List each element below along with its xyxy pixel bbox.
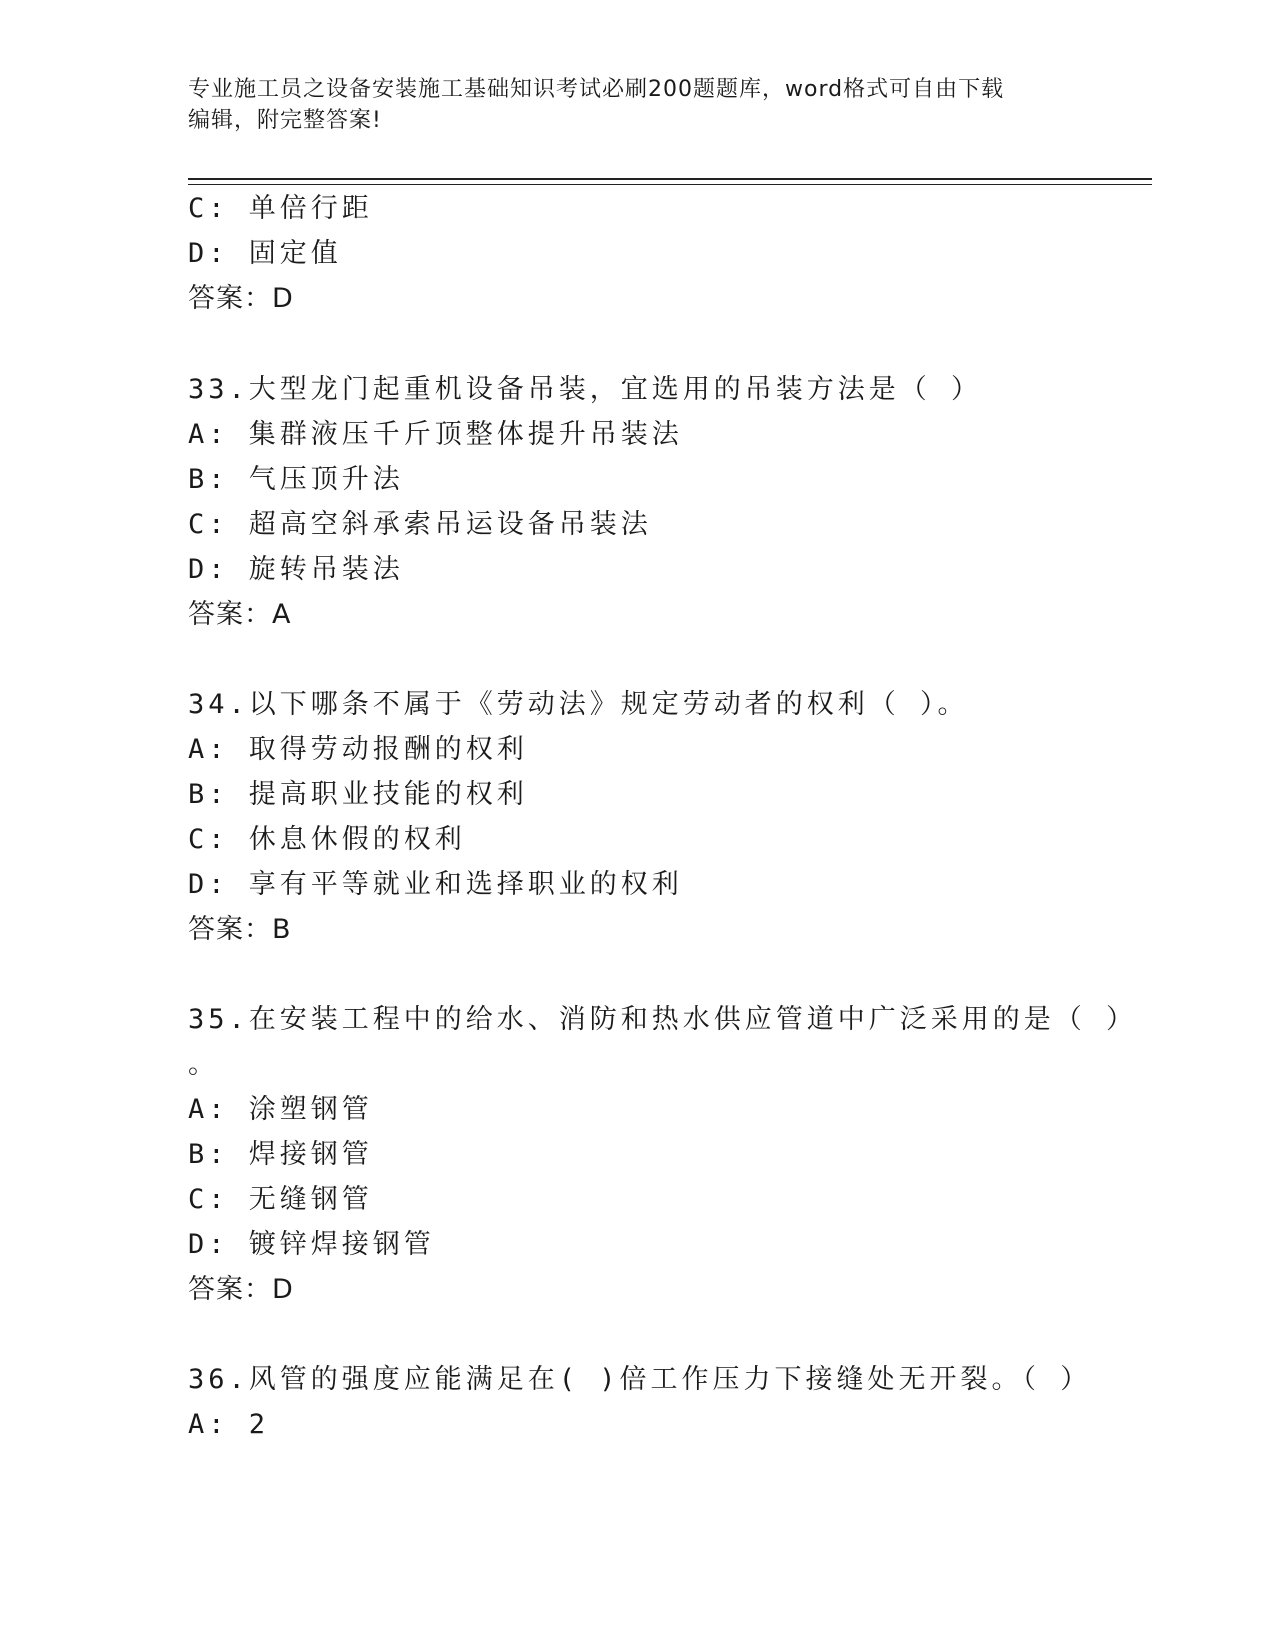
header-rule-thin (188, 184, 1152, 185)
q34-option-b: B: 提高职业技能的权利 (188, 779, 528, 810)
q35-option-c: C: 无缝钢管 (188, 1184, 373, 1215)
q33-option-c: C: 超高空斜承索吊运设备吊装法 (188, 509, 652, 540)
q34-option-a: A: 取得劳动报酬的权利 (188, 734, 528, 765)
q34-question: 34.以下哪条不属于《劳动法》规定劳动者的权利（ ）。 (188, 689, 969, 720)
q33-question: 33.大型龙门起重机设备吊装，宜选用的吊装方法是（ ） (188, 374, 983, 405)
document-header (188, 74, 1068, 136)
q36-option-a: A: 2 (188, 1409, 270, 1440)
q34-answer: 答案：B (188, 914, 292, 945)
q34-option-c: C: 休息休假的权利 (188, 824, 466, 855)
q35-answer: 答案：D (188, 1274, 294, 1305)
q35-question: 35.在安装工程中的给水、消防和热水供应管道中广泛采用的是（ ） (188, 1004, 1138, 1035)
q32-answer: 答案：D (188, 283, 294, 314)
header-line-1: 专业施工员之设备安装施工基础知识考试必刷200题题库，word格式可自由下载 (188, 77, 1005, 102)
q35-question-continuation: 。 (188, 1049, 219, 1080)
header-line-2: 编辑，附完整答案! (188, 108, 382, 133)
q32-option-d: D: 固定值 (188, 238, 342, 269)
q32-option-c: C: 单倍行距 (188, 193, 373, 224)
header-rule-thick (188, 178, 1152, 180)
q33-answer: 答案：A (188, 599, 292, 630)
q36-question: 36.风管的强度应能满足在( )倍工作压力下接缝处无开裂。（ ） (188, 1364, 1092, 1395)
q34-option-d: D: 享有平等就业和选择职业的权利 (188, 869, 683, 900)
q35-option-d: D: 镀锌焊接钢管 (188, 1229, 435, 1260)
q33-option-d: D: 旋转吊装法 (188, 554, 404, 585)
q35-option-a: A: 涂塑钢管 (188, 1094, 373, 1125)
q35-option-b: B: 焊接钢管 (188, 1139, 373, 1170)
q33-option-b: B: 气压顶升法 (188, 464, 404, 495)
q33-option-a: A: 集群液压千斤顶整体提升吊装法 (188, 419, 683, 450)
